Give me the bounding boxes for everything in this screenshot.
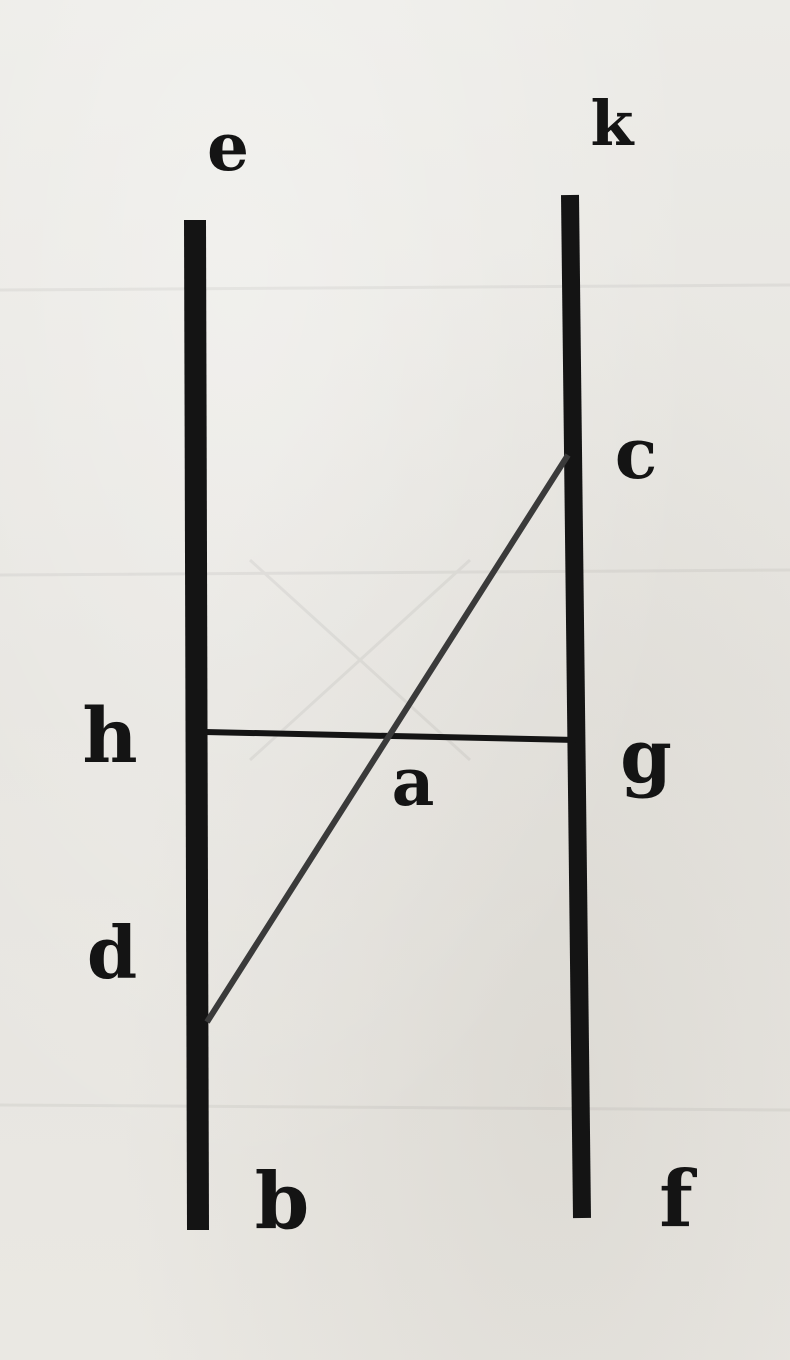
label-g: g [620, 714, 672, 800]
line-kf [570, 195, 582, 1218]
label-h: h [82, 691, 138, 780]
label-f: f [659, 1154, 693, 1245]
line-eb [195, 220, 198, 1230]
label-k: k [590, 87, 634, 160]
label-a: a [391, 743, 435, 821]
label-b: b [254, 1156, 310, 1247]
label-d: d [86, 910, 138, 995]
label-e: e [207, 108, 249, 186]
label-c: c [614, 412, 658, 495]
